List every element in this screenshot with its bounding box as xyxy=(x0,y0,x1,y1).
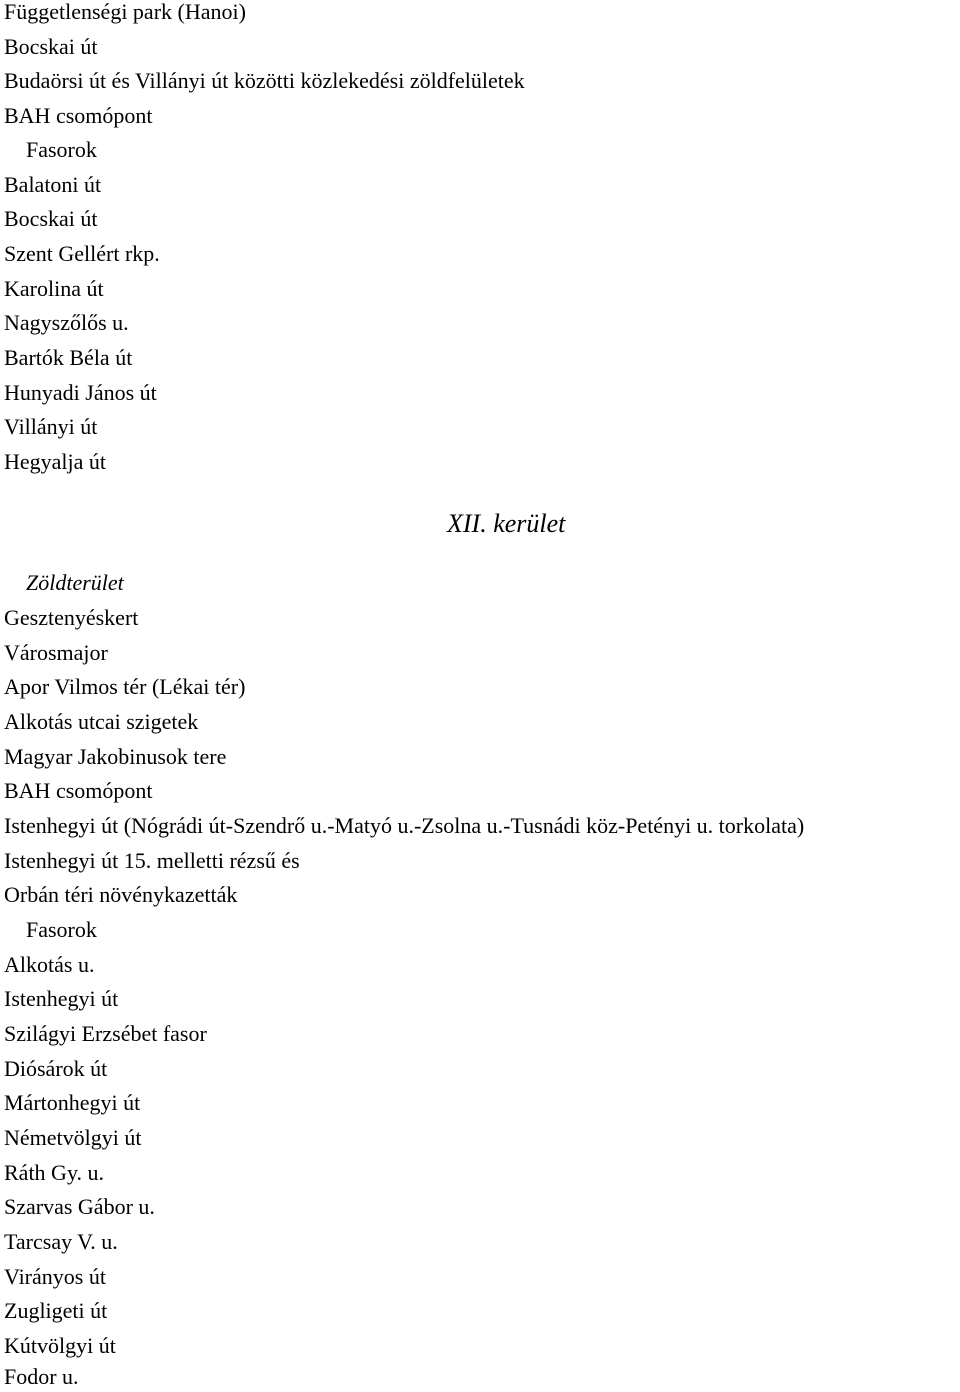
list-item: Diósárok út xyxy=(4,1056,108,1081)
list-item: BAH csomópont xyxy=(4,778,153,803)
list-item: Szent Gellért rkp. xyxy=(4,241,160,266)
list-item: Városmajor xyxy=(4,640,108,665)
list-item: Fodor u. xyxy=(4,1364,79,1389)
list-item: Zugligeti út xyxy=(4,1298,108,1323)
list-item: Mártonhegyi út xyxy=(4,1090,141,1115)
list-item: Villányi út xyxy=(4,414,98,439)
list-item: Istenhegyi út xyxy=(4,986,119,1011)
list-item: Alkotás utcai szigetek xyxy=(4,709,199,734)
zoldterulet-subheading: Zöldterület xyxy=(26,570,124,595)
list-item: Nagyszőlős u. xyxy=(4,310,129,335)
list-item: Kútvölgyi út xyxy=(4,1333,116,1358)
list-item: Ráth Gy. u. xyxy=(4,1160,105,1185)
list-item: Szilágyi Erzsébet fasor xyxy=(4,1021,207,1046)
fasorok-label: Fasorok xyxy=(26,917,97,942)
list-item: Bocskai út xyxy=(4,34,98,59)
list-item: Gesztenyéskert xyxy=(4,605,139,630)
list-item: Bocskai út xyxy=(4,206,98,231)
list-item: Istenhegyi út (Nógrádi út-Szendrő u.-Matyó u.-Zsolna u.-Tusnádi köz-Petényi u. torkolata) xyxy=(4,813,805,838)
list-item: Hegyalja út xyxy=(4,449,107,474)
district-heading: XII. kerület xyxy=(447,509,566,538)
list-item: Magyar Jakobinusok tere xyxy=(4,744,227,769)
list-item: Virányos út xyxy=(4,1264,106,1289)
list-item: Orbán téri növénykazetták xyxy=(4,882,238,907)
list-item: Istenhegyi út 15. melletti rézsű és xyxy=(4,848,300,873)
list-item: Németvölgyi út xyxy=(4,1125,142,1150)
list-item: BAH csomópont xyxy=(4,103,153,128)
list-item: Tarcsay V. u. xyxy=(4,1229,118,1254)
list-item: Karolina út xyxy=(4,276,104,301)
list-item: Budaörsi út és Villányi út közötti közlekedési zöldfelületek xyxy=(4,68,525,93)
list-item: Hunyadi János út xyxy=(4,380,157,405)
list-item: Apor Vilmos tér (Lékai tér) xyxy=(4,674,246,699)
fasorok-label: Fasorok xyxy=(26,137,97,162)
list-item: Függetlenségi park (Hanoi) xyxy=(4,0,246,24)
list-item: Balatoni út xyxy=(4,172,102,197)
list-item: Szarvas Gábor u. xyxy=(4,1194,155,1219)
list-item: Alkotás u. xyxy=(4,952,95,977)
list-item: Bartók Béla út xyxy=(4,345,133,370)
